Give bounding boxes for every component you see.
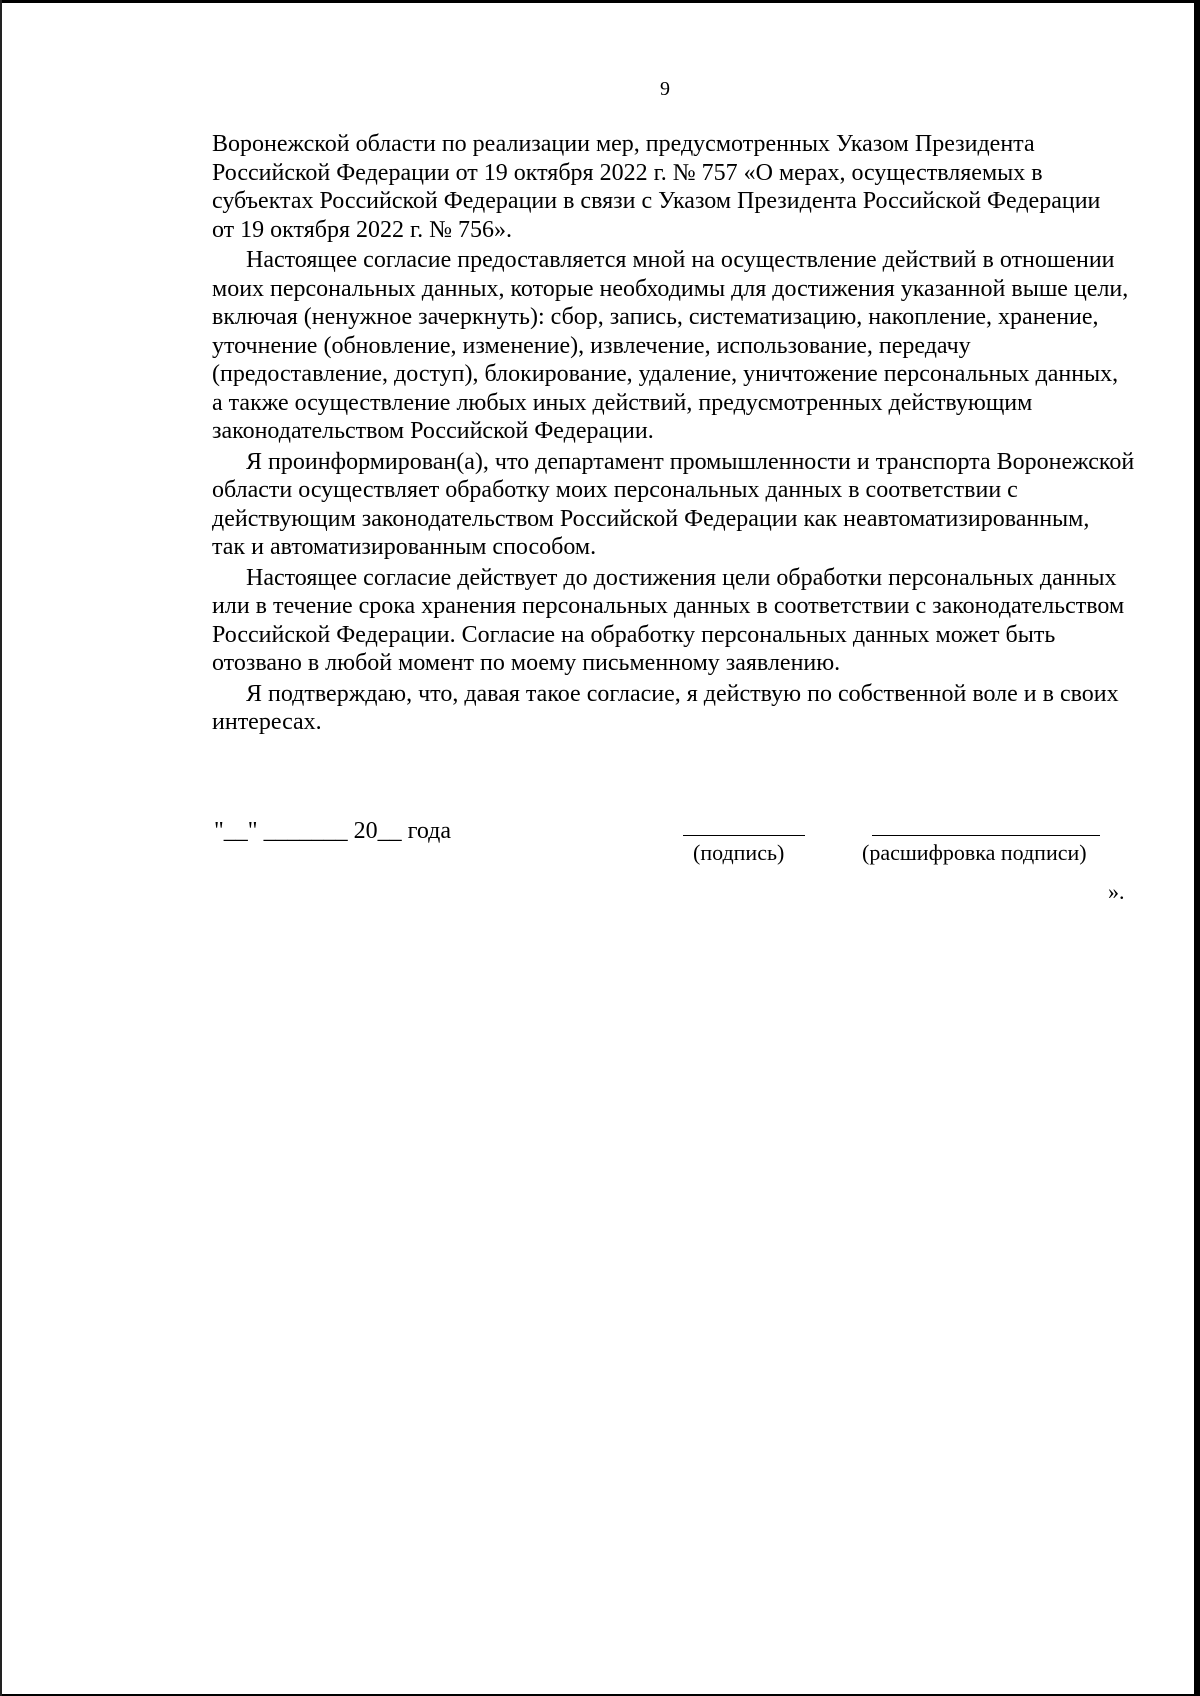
scan-border-right <box>1194 0 1200 1696</box>
text-line: (предоставление, доступ), блокирование, удаление, уничтожение персональных данных, <box>212 361 1119 387</box>
paragraph <box>212 246 1140 446</box>
signature-label: (подпись) <box>693 840 785 865</box>
text-line: Настоящее согласие действует до достижения цели обработки персональных данных <box>246 564 1117 591</box>
text-line: от 19 октября 2022 г. № 756». <box>212 216 513 243</box>
text-line: или в течение срока хранения персональных данных в соответствии с законодательством <box>212 593 1125 619</box>
text-line: Российской Федерации от 19 октября 2022 г. № 757 «О мерах, осуществляемых в <box>212 159 1043 186</box>
text-line: интересах. <box>212 709 322 735</box>
closing-quote: ». <box>1108 879 1125 904</box>
text-line: Воронежской области по реализации мер, предусмотренных Указом Президента <box>212 131 1035 157</box>
paragraph <box>212 448 1140 562</box>
paragraph <box>212 130 1140 244</box>
scan-border-left <box>0 0 2 1696</box>
text-line: Настоящее согласие предоставляется мной на осуществление действий в отношении <box>246 247 1115 273</box>
paragraph <box>212 564 1140 678</box>
text-line: включая (ненужное зачеркнуть): сбор, запись, систематизацию, накопление, хранение, <box>212 304 1099 330</box>
text-line: законодательством Российской Федерации. <box>212 418 654 444</box>
signature-decryption-label: (расшифровка подписи) <box>862 840 1087 865</box>
text-line: области осуществляет обработку моих персональных данных в соответствии с <box>212 477 1018 503</box>
text-line: Я проинформирован(а), что департамент промышленности и транспорта Воронежской <box>246 448 1135 475</box>
scan-border-top <box>0 0 1200 3</box>
text-line: отозвано в любой момент по моему письменному заявлению. <box>212 650 841 676</box>
text-line: а также осуществление любых иных действий, предусмотренных действующим <box>212 389 1033 416</box>
page-number: 9 <box>660 78 670 100</box>
text-line: Я подтверждаю, что, давая такое согласие, я действую по собственной воле и в своих <box>246 680 1119 707</box>
text-line: так и автоматизированным способом. <box>212 534 597 560</box>
signature-decryption-line <box>872 835 1100 836</box>
text-line: моих персональных данных, которые необходимы для достижения указанной выше цели, <box>212 275 1129 302</box>
text-line: действующим законодательством Российской Федерации как неавтоматизированным, <box>212 505 1090 532</box>
text-line: уточнение (обновление, изменение), извлечение, использование, передачу <box>212 332 971 359</box>
date-placeholder: "__" _______ 20__ года <box>214 818 452 844</box>
paragraph <box>212 680 1140 737</box>
body-text <box>212 130 1140 739</box>
text-line: Российской Федерации. Согласие на обработку персональных данных может быть <box>212 621 1056 648</box>
text-line: субъектах Российской Федерации в связи с Указом Президента Российской Федерации <box>212 188 1101 214</box>
signature-line <box>683 835 805 836</box>
